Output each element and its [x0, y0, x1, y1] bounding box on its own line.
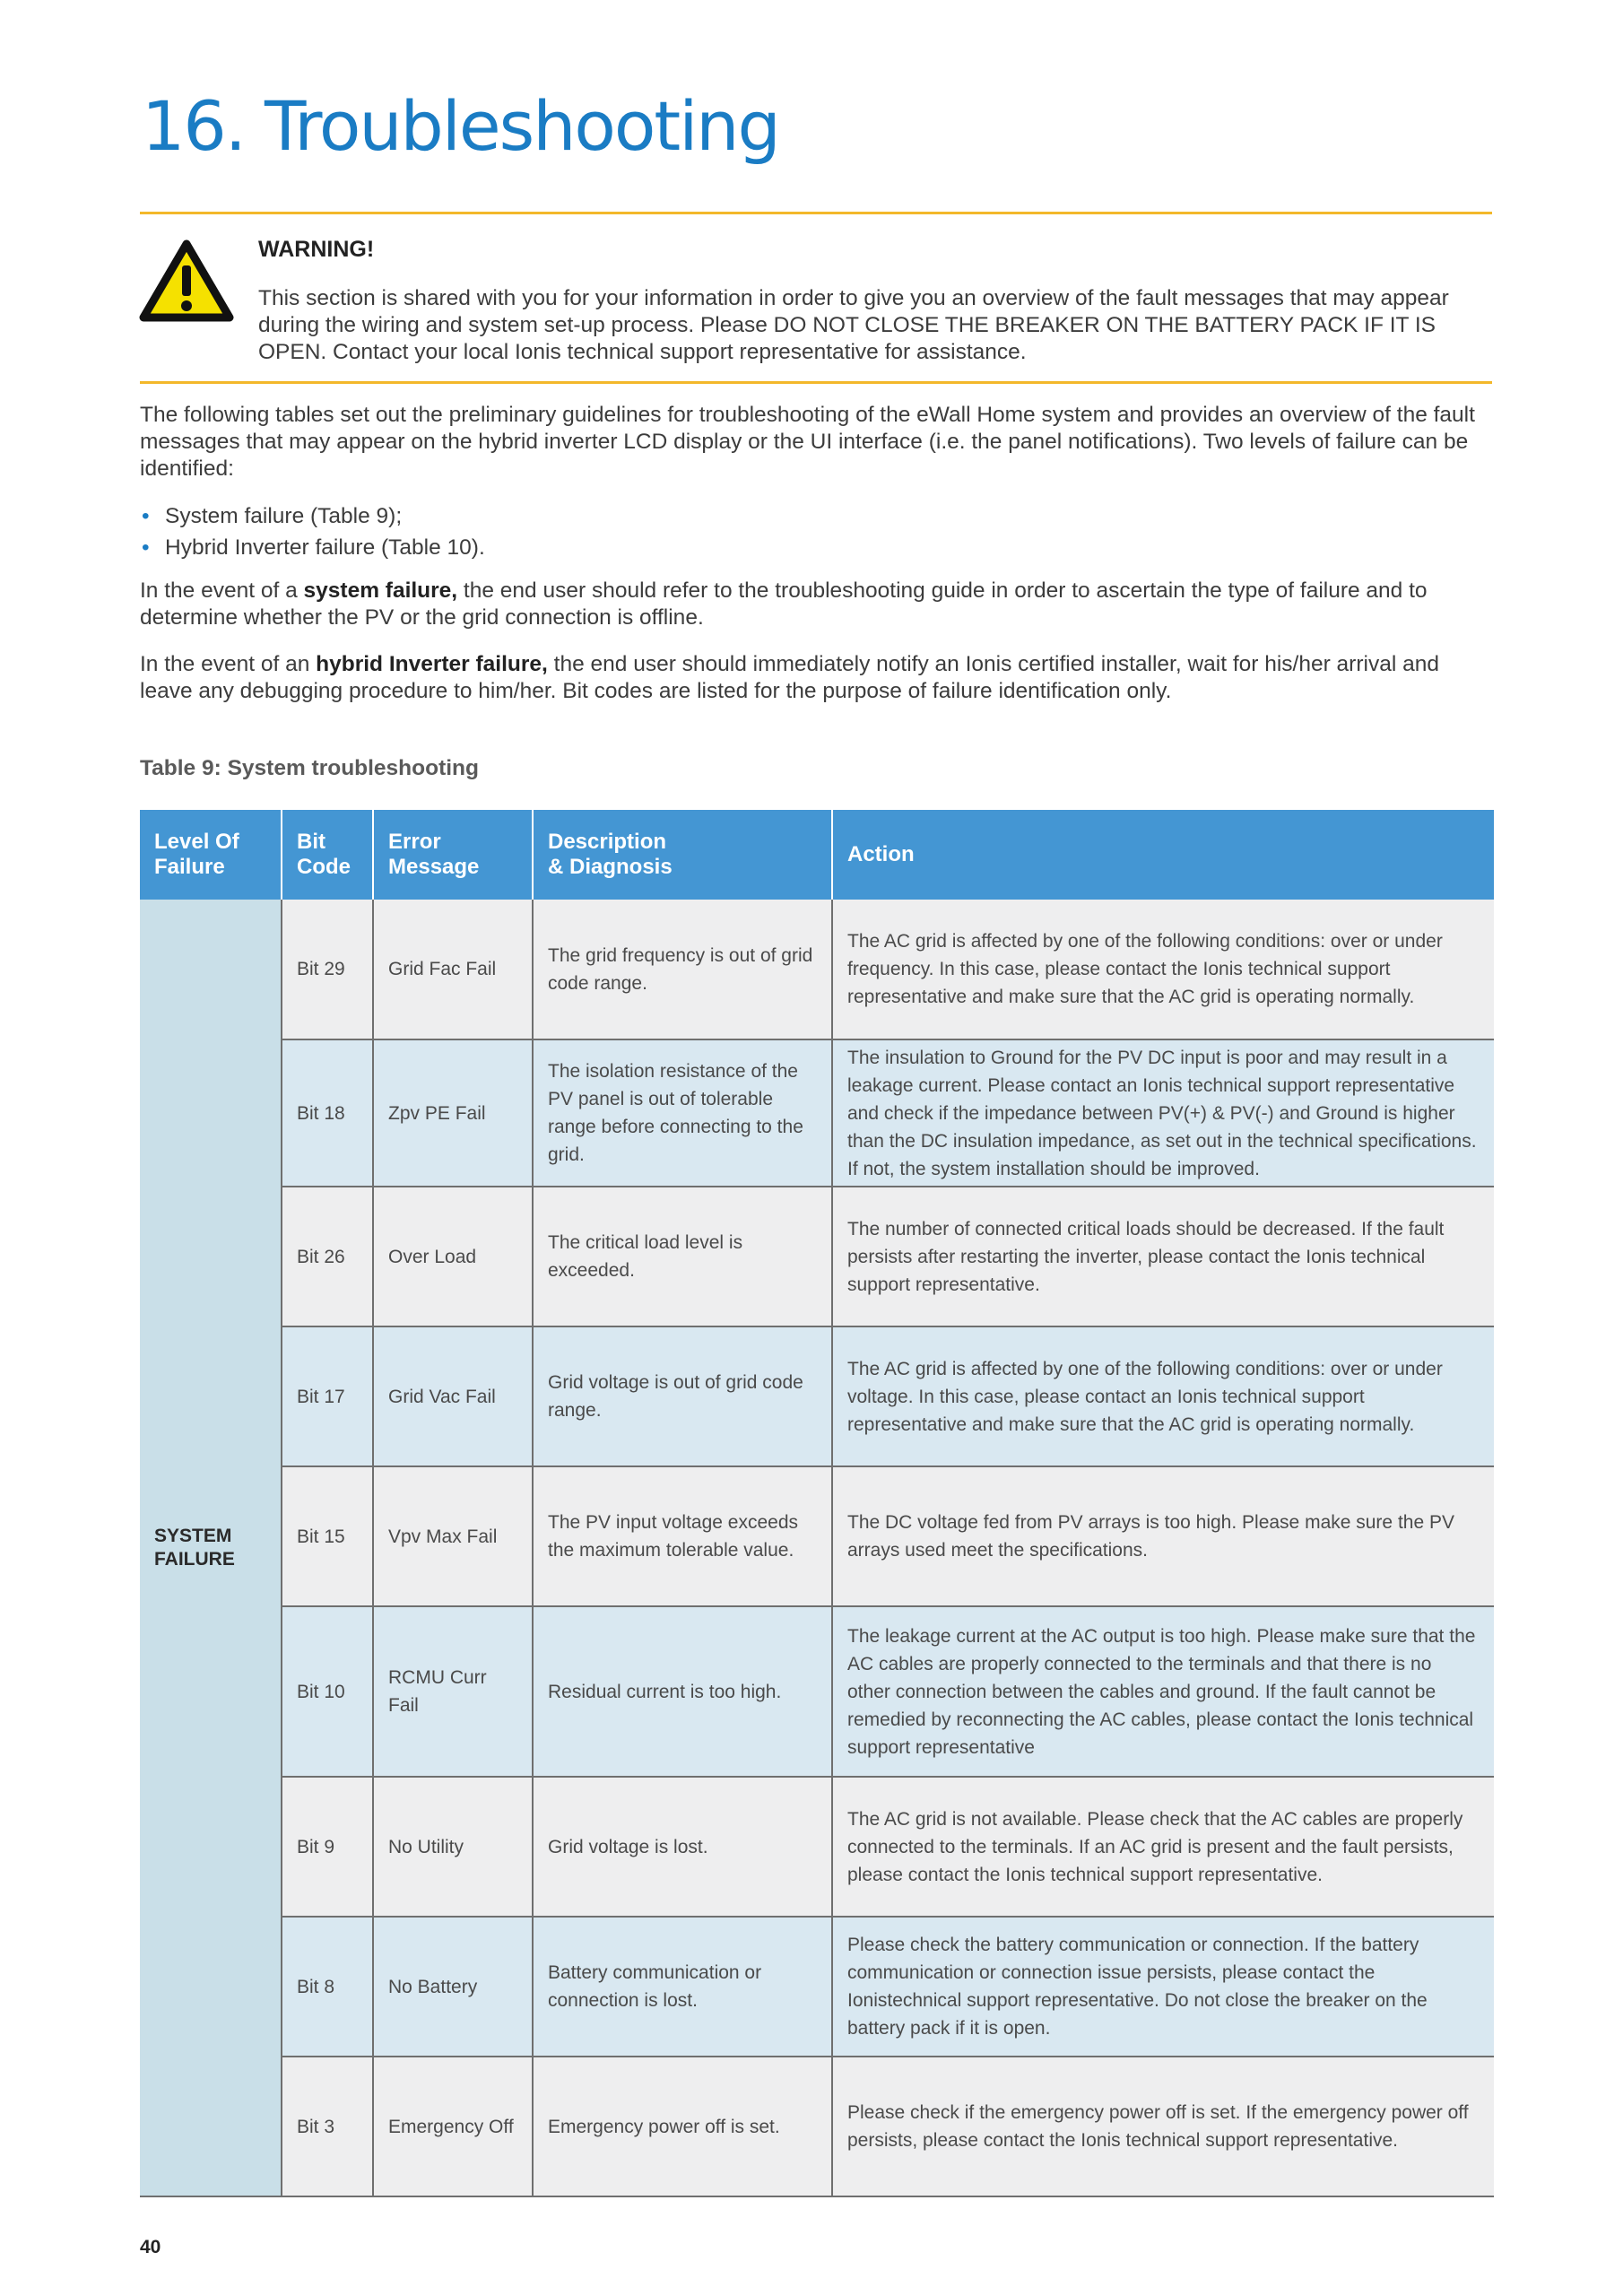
bit-code-cell: Bit 10: [282, 1606, 373, 1777]
bit-code-cell: Bit 9: [282, 1777, 373, 1917]
warning-body: This section is shared with you for your information in order to give you an overview of the fault messages that may appear during the wiring and system set-up process. Please DO NOT CLOSE THE BREAKER ON THE BATTERY PACK IF IT IS OPEN. Contact your local Ionis technical support representative for assistance.: [258, 286, 1449, 364]
para-bold-term: hybrid Inverter failure,: [316, 652, 548, 676]
description-cell: Residual current is too high.: [533, 1606, 832, 1777]
intro-paragraph: The following tables set out the preliminary guidelines for troubleshooting of the eWall Home system and provides an overview of the fault messages that may appear on the hybrid inverter LCD display or the UI interface (i.e. the panel notifications). Two levels of failure can be identified:: [140, 403, 1475, 481]
para-bold-term: system failure,: [303, 578, 458, 603]
bit-code-cell: Bit 18: [282, 1039, 373, 1187]
bit-code-cell: Bit 3: [282, 2057, 373, 2196]
header-level: Level Of Failure: [140, 810, 282, 900]
table-row: [140, 1326, 1494, 1466]
description-cell: Battery communication or connection is lost.: [533, 1917, 832, 2057]
error-message-cell: No Battery: [373, 1917, 533, 2057]
table-row: [140, 1039, 1494, 1187]
description-cell: The critical load level is exceeded.: [533, 1187, 832, 1326]
action-cell: The AC grid is not available. Please check that the AC cables are properly connected to the terminals. If an AC grid is present and the fault persists, please contact the Ionis technical support representative.: [832, 1777, 1494, 1917]
para-text: the end user should immediately notify an Ionis certified installer, wait for his/her arrival and leave any debugging procedure to him/her. Bit codes are listed for the purpose of failure identification only.: [140, 652, 1439, 703]
table-row: [140, 2057, 1494, 2196]
description-cell: The grid frequency is out of grid code range.: [533, 900, 832, 1039]
header-description: Description & Diagnosis: [533, 810, 832, 900]
para-text: In the event of a: [140, 578, 304, 603]
error-message-cell: Grid Fac Fail: [373, 900, 533, 1039]
para-text: In the event of an: [140, 652, 317, 676]
warning-triangle-icon: [138, 239, 235, 325]
table-row: [140, 900, 1494, 1039]
header-bit-code: Bit Code: [282, 810, 373, 900]
failure-levels-list: [140, 500, 1485, 563]
para-text: the end user should refer to the troubleshooting guide in order to ascertain the type of failure and to determine whether the PV or the grid connection is offline.: [140, 578, 1428, 630]
page-title: 16. Troubleshooting: [142, 86, 779, 166]
troubleshooting-table: [140, 810, 1494, 2197]
description-cell: Emergency power off is set.: [533, 2057, 832, 2196]
action-cell: The AC grid is affected by one of the following conditions: over or under voltage. In this case, please contact an Ionis technical support representative and make sure that the AC grid is operating normally.: [832, 1326, 1494, 1466]
list-item: [140, 532, 1485, 563]
level-of-failure-cell: SYSTEM FAILURE: [140, 900, 282, 2196]
table-row: [140, 1466, 1494, 1606]
bit-code-cell: Bit 26: [282, 1187, 373, 1326]
action-cell: The AC grid is affected by one of the following conditions: over or under frequency. In this case, please contact the Ionis technical support representative and make sure that the AC grid is operating normally.: [832, 900, 1494, 1039]
error-message-cell: Over Load: [373, 1187, 533, 1326]
warning-bottom-rule: [140, 381, 1492, 384]
list-item-text: System failure (Table 9);: [165, 504, 403, 528]
header-error-message: Error Message: [373, 810, 533, 900]
error-message-cell: Zpv PE Fail: [373, 1039, 533, 1187]
bit-code-cell: Bit 15: [282, 1466, 373, 1606]
action-cell: The leakage current at the AC output is too high. Please make sure that the AC cables are properly connected to the terminals and that there is no other connection between the cables and ground. If the fault cannot be remedied by reconnecting the AC cables, please contact the Ionis technical support representative: [832, 1606, 1494, 1777]
description-cell: The isolation resistance of the PV panel is out of tolerable range before connecting to the grid.: [533, 1039, 832, 1187]
bullet-marker: •: [142, 535, 150, 560]
table-header-row: [140, 810, 1494, 900]
table-row: [140, 1777, 1494, 1917]
bit-code-cell: Bit 17: [282, 1326, 373, 1466]
error-message-cell: Emergency Off: [373, 2057, 533, 2196]
list-item: [140, 500, 1485, 532]
table-row: [140, 1917, 1494, 2057]
action-cell: Please check the battery communication or connection. If the battery communication or connection issue persists, please contact the Ionistechnical support representative. Do not close the breaker on the battery pack if it is open.: [832, 1917, 1494, 2057]
action-cell: Please check if the emergency power off is set. If the emergency power off persists, please contact the Ionis technical support representative.: [832, 2057, 1494, 2196]
error-message-cell: Grid Vac Fail: [373, 1326, 533, 1466]
description-cell: Grid voltage is out of grid code range.: [533, 1326, 832, 1466]
inverter-failure-paragraph: [140, 651, 1485, 705]
table-row: [140, 1606, 1494, 1777]
error-message-cell: Vpv Max Fail: [373, 1466, 533, 1606]
warning-top-rule: [140, 212, 1492, 214]
header-action: Action: [832, 810, 1494, 900]
warning-heading: WARNING!: [258, 237, 375, 262]
table-caption: Table 9: System troubleshooting: [140, 756, 479, 780]
list-item-text: Hybrid Inverter failure (Table 10).: [165, 535, 485, 560]
description-cell: The PV input voltage exceeds the maximum tolerable value.: [533, 1466, 832, 1606]
bit-code-cell: Bit 29: [282, 900, 373, 1039]
system-failure-paragraph: [140, 578, 1485, 631]
bullet-marker: •: [142, 504, 150, 528]
page-number: 40: [140, 2237, 161, 2257]
action-cell: The number of connected critical loads should be decreased. If the fault persists after restarting the inverter, please contact the Ionis technical support representative.: [832, 1187, 1494, 1326]
action-cell: The insulation to Ground for the PV DC input is poor and may result in a leakage current. Please contact an Ionis technical support representative and check if the impedance between PV(+) & PV(-) and Ground is higher than the DC insulation impedance, as set out in the technical specifications. If not, the system installation should be improved.: [832, 1039, 1494, 1187]
description-cell: Grid voltage is lost.: [533, 1777, 832, 1917]
error-message-cell: No Utility: [373, 1777, 533, 1917]
table-row: [140, 1187, 1494, 1326]
bit-code-cell: Bit 8: [282, 1917, 373, 2057]
action-cell: The DC voltage fed from PV arrays is too high. Please make sure the PV arrays used meet the specifications.: [832, 1466, 1494, 1606]
error-message-cell: RCMU Curr Fail: [373, 1606, 533, 1777]
